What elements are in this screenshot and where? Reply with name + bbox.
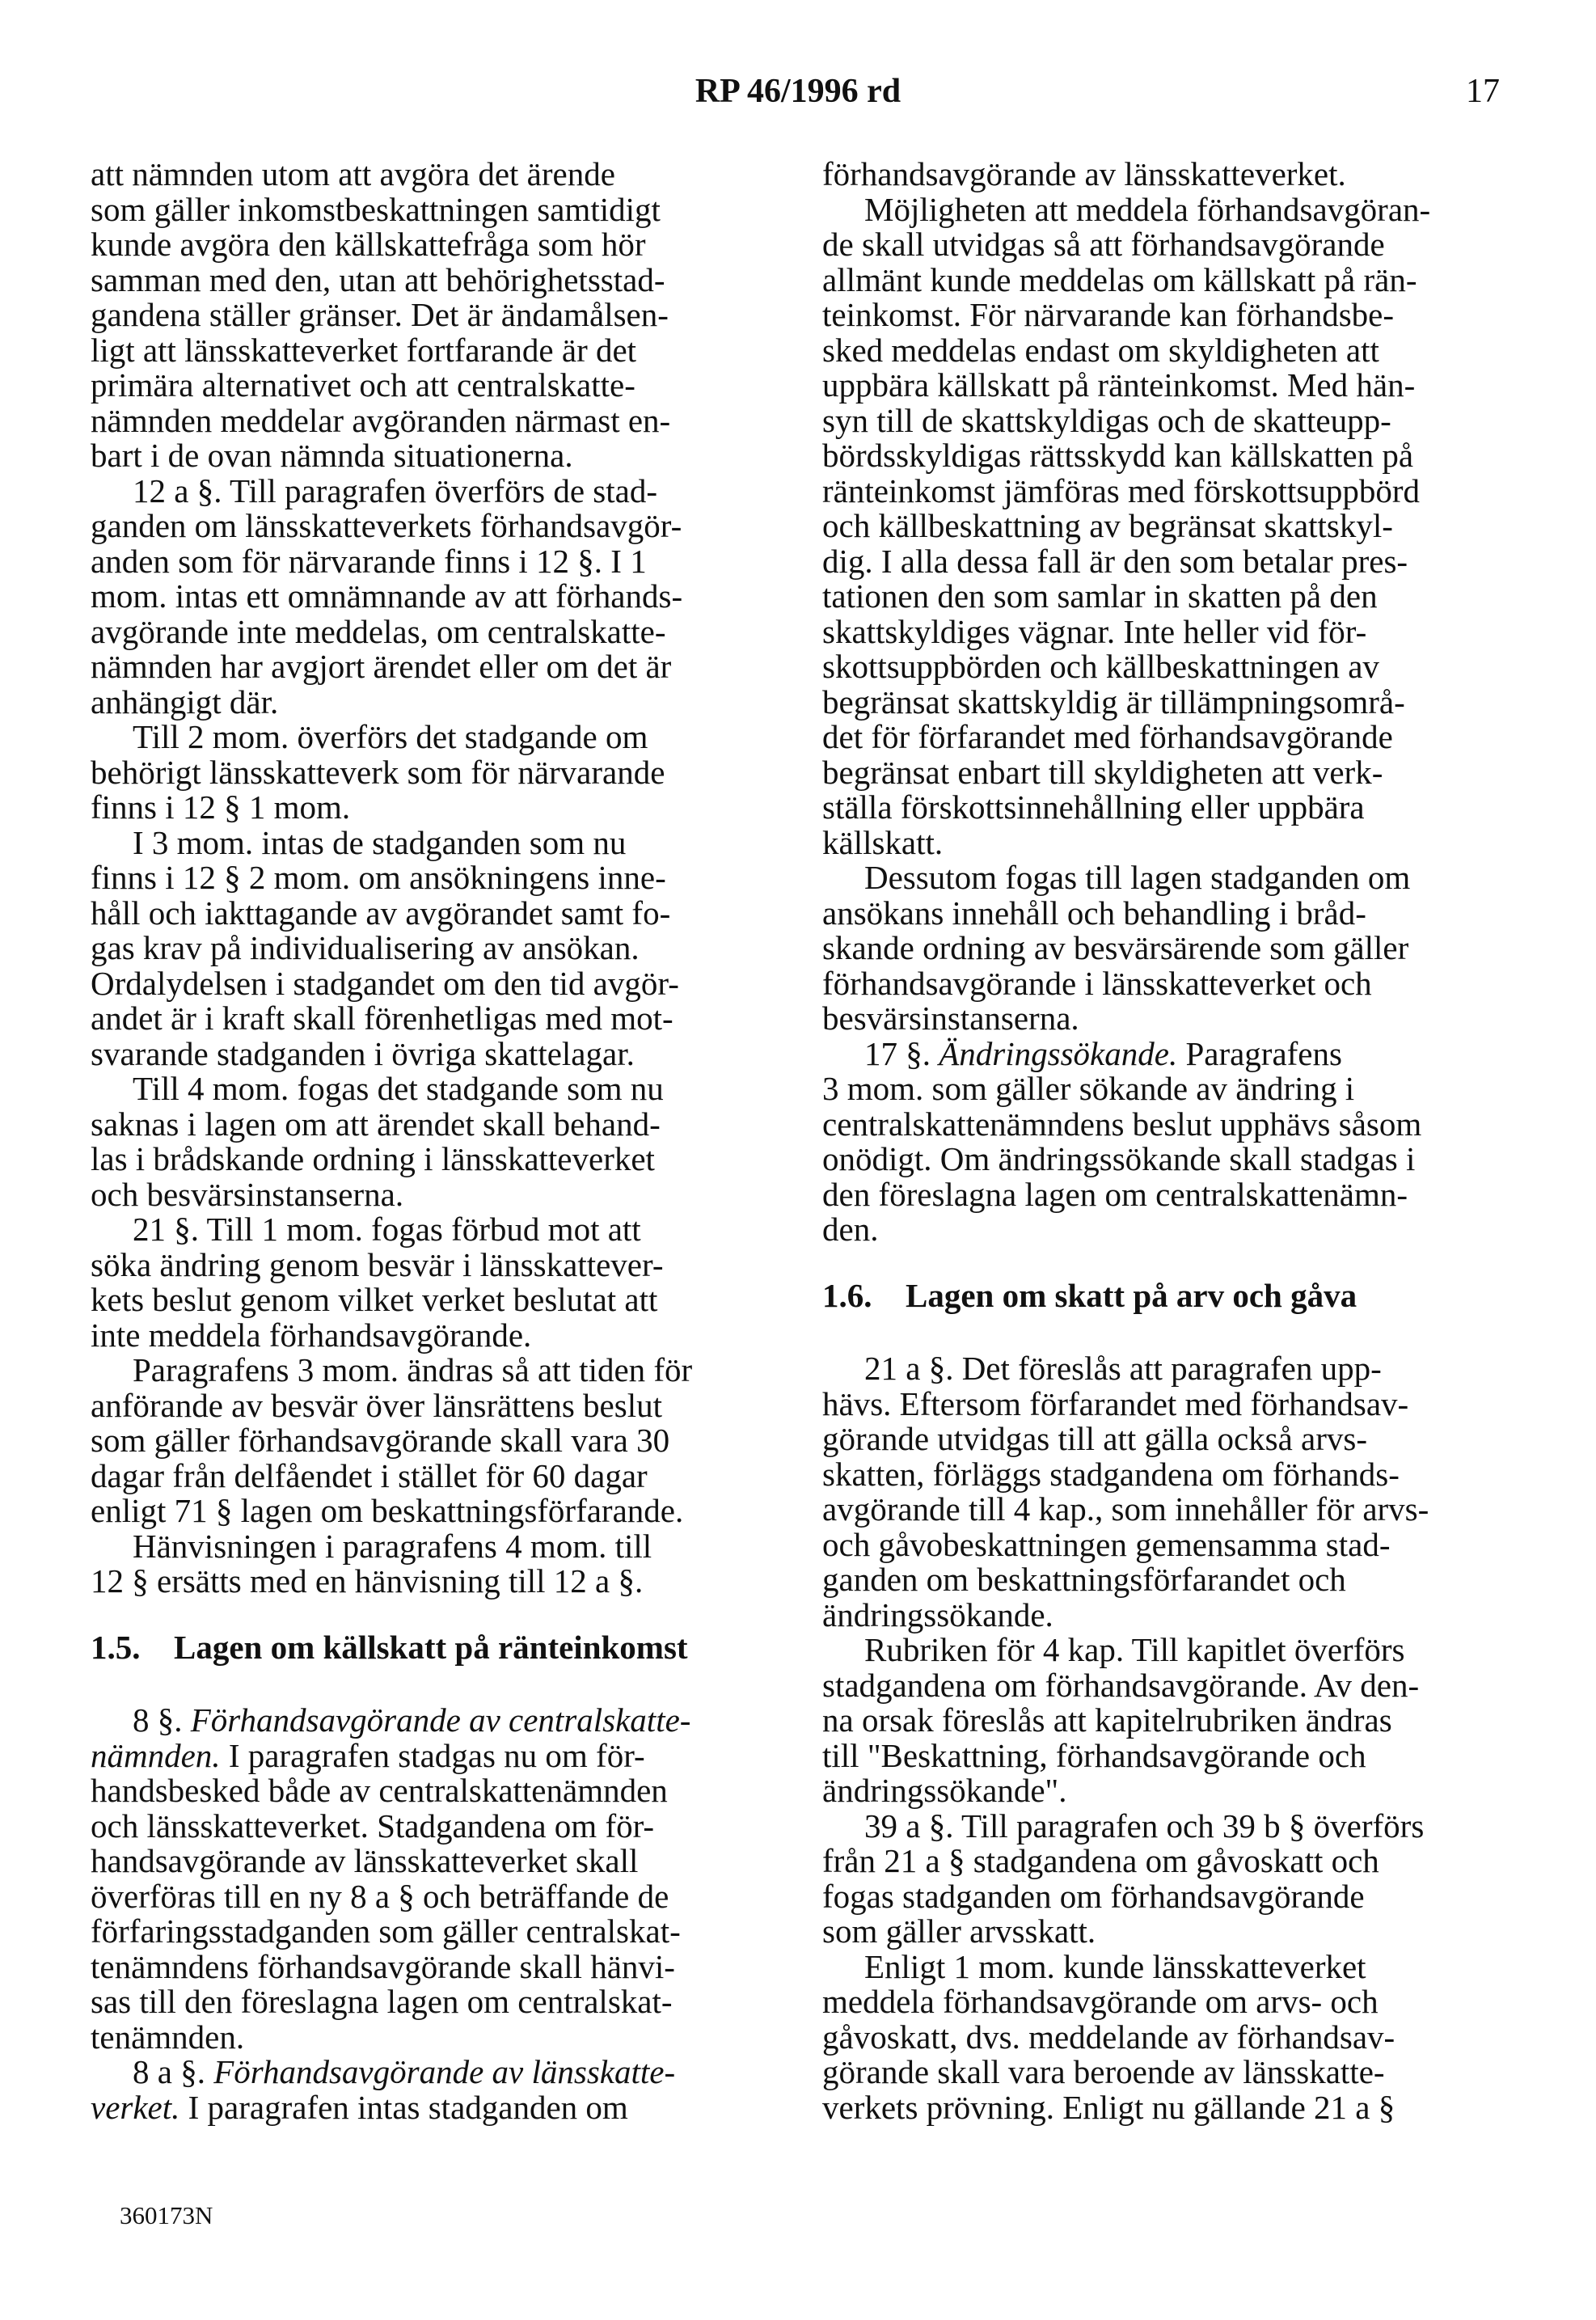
section-title: Lagen om skatt på arv och gåva (906, 1276, 1357, 1314)
page-header-title: RP 46/1996 rd (695, 73, 901, 110)
paragraph: Rubriken för 4 kap. Till kapitlet överförs stadgandena om förhandsavgörande. Av den- na orsak föreslås att kapitelrubriken ändras till "Beskattning, förhandsavgörande och ändringssökande". (822, 1631, 1420, 1809)
section-subtitle: Förhandsavgörande av centralskatte- nämnden. (91, 1701, 691, 1774)
section-number: 1.5. (91, 1628, 141, 1666)
paragraph: Dessutom fogas till lagen stadganden om ansökans innehåll och behandling i bråd- skande ordning av besvärsärende som gäller förhandsavgörande i länsskatteverket och besvärsinstanserna. (822, 859, 1411, 1037)
paragraph: Möjligheten att meddela förhandsavgöran- de skall utvidgas så att förhandsavgörande allmänt kunde meddelas om källskatt på rän- teinkomst. För närvarande kan förhandsbe- sked meddelas endast om skyldigheten att uppbära källskatt på ränteinkomst. Med hän- syn till de skattskyldigas och de skatteupp- bördsskyldigas rättsskydd kan källskatten på ränteinkomst jämföras med förskottsuppbörd och källbeskattning av begränsat skattskyl- dig. I alla dessa fall är den som betalar pres- tationen den som samlar in skatten på den skattskyldiges vägnar. Inte heller vid för- skottsuppbörden och källbeskattningen av begränsat skattskyldig är tillämpningsområ- det för förfarandet med förhandsavgörande begränsat enbart till skyldigheten att verk- ställa förskottsinnehållning eller uppbära källskatt. (822, 190, 1431, 861)
paragraph-text: I paragrafen intas stadganden om (188, 2088, 628, 2126)
section-lead: 8 a §. (133, 2053, 205, 2090)
paragraph: att nämnden utom att avgöra det ärende som gäller inkomstbeskattningen samtidigt kunde avgöra den källskattefråga som hör samman med den, utan att behörighetsstad- gandena ställer gränser. Det är ändamålsen- ligt att länsskatteverket fortfarande är det primära alternativet och att centralskatte- nämnden meddelar avgöranden närmast en- bart i de ovan nämnda situationerna. (91, 155, 671, 474)
paragraph: 12 a §. Till paragrafen överförs de stad- ganden om länsskatteverkets förhandsavgör- anden som för närvarande finns i 12 §. I 1 mom. intas ett omnämnande av att förhands- avgörande inte meddelas, om centralskatte- nämnden har avgjort ärendet eller om det är anhängigt där. (91, 471, 683, 721)
paragraph: Paragrafens 3 mom. ändras så att tiden för anförande av besvär över länsrättens beslut som gäller förhandsavgörande skall vara 30 dagar från delfåendet i stället för 60 dagar enligt 71 § lagen om beskattningsförfarande. (91, 1351, 693, 1529)
paragraph (91, 1703, 782, 2055)
paragraph: Enligt 1 mom. kunde länsskatteverket meddela förhandsavgörande om arvs- och gåvoskatt, dvs. meddelande av förhandsav- görande skall vara beroende av länsskatte- verkets prövning. Enligt nu gällande 21 a § (822, 1947, 1395, 2126)
paragraph-text: Paragrafens 3 mom. som gäller sökande av ändring i centralskattenämndens beslut upphävs såsom onödigt. Om ändringssökande skall stadgas i den föreslagna lagen om centralskattenämn- den. (822, 1034, 1422, 1248)
footer-document-code: 360173N (120, 2201, 213, 2229)
paragraph: 21 a §. Det föreslås att paragrafen upp- hävs. Eftersom förfarandet med förhandsav- görande utvidgas till att gälla också arvs- skatten, förläggs stadgandena om förhands- avgörande till 4 kap., som innehåller för arvs- och gåvobeskattningen gemensamma stad- ganden om beskattningsförfarandet och ändringssökande. (822, 1350, 1429, 1633)
right-column (822, 157, 1514, 2125)
section-lead: 17 §. (864, 1034, 931, 1072)
paragraph: I 3 mom. intas de stadganden som nu finns i 12 § 2 mom. om ansökningens inne- håll och iakttagande av avgörandet samt fo- gas krav på individualisering av ansökan. Ordalydelsen i stadgandet om den tid avgör- andet är i kraft skall förenhetligas med mot- svarande stadganden i övriga skattelagar. (91, 823, 679, 1072)
paragraph: Till 2 mom. överförs det stadgande om behörigt länsskatteverk som för närvarande finns i 12 § 1 mom. (91, 718, 665, 826)
paragraph (822, 1034, 1514, 1248)
paragraph (91, 2055, 782, 2125)
section-lead: 8 §. (133, 1701, 183, 1739)
section-number: 1.6. (822, 1276, 872, 1314)
section-heading-1-6 (822, 1278, 1514, 1314)
section-subtitle: Ändringssökande. (939, 1034, 1178, 1072)
paragraph: 39 a §. Till paragrafen och 39 b § överförs från 21 a § stadgandena om gåvoskatt och fogas stadganden om förhandsavgörande som gäller arvsskatt. (822, 1807, 1425, 1950)
paragraph-text: I paragrafen stadgas nu om för- handsbesked både av centralskattenämnden och länsskatteverket. Stadgandena om för- handsavgörande av länsskatteverket skall överföras till en ny 8 a § och beträffande de förfaringsstadganden som gäller centralskat- tenämndens förhandsavgörande skall hänvi- sas till den föreslagna lagen om centralskat- tenämnden. (91, 1736, 681, 2056)
section-subtitle: Förhandsavgörande av länsskatte- verket. (91, 2053, 676, 2126)
section-title: Lagen om källskatt på ränteinkomst (174, 1628, 688, 1666)
section-heading-1-5 (91, 1630, 782, 1666)
paragraph: 21 §. Till 1 mom. fogas förbud mot att söka ändring genom besvär i länsskattever- kets beslut genom vilket verket beslutat att inte meddela förhandsavgörande. (91, 1211, 664, 1354)
page-number: 17 (1466, 73, 1500, 110)
paragraph: Till 4 mom. fogas det stadgande som nu saknas i lagen om att ärendet skall behand- las i brådskande ordning i länsskatteverket och besvärsinstanserna. (91, 1070, 664, 1213)
paragraph: förhandsavgörande av länsskatteverket. (822, 155, 1346, 192)
paragraph: Hänvisningen i paragrafens 4 mom. till 12 § ersätts med en hänvisning till 12 a §. (91, 1527, 652, 1599)
left-column (91, 157, 782, 2125)
